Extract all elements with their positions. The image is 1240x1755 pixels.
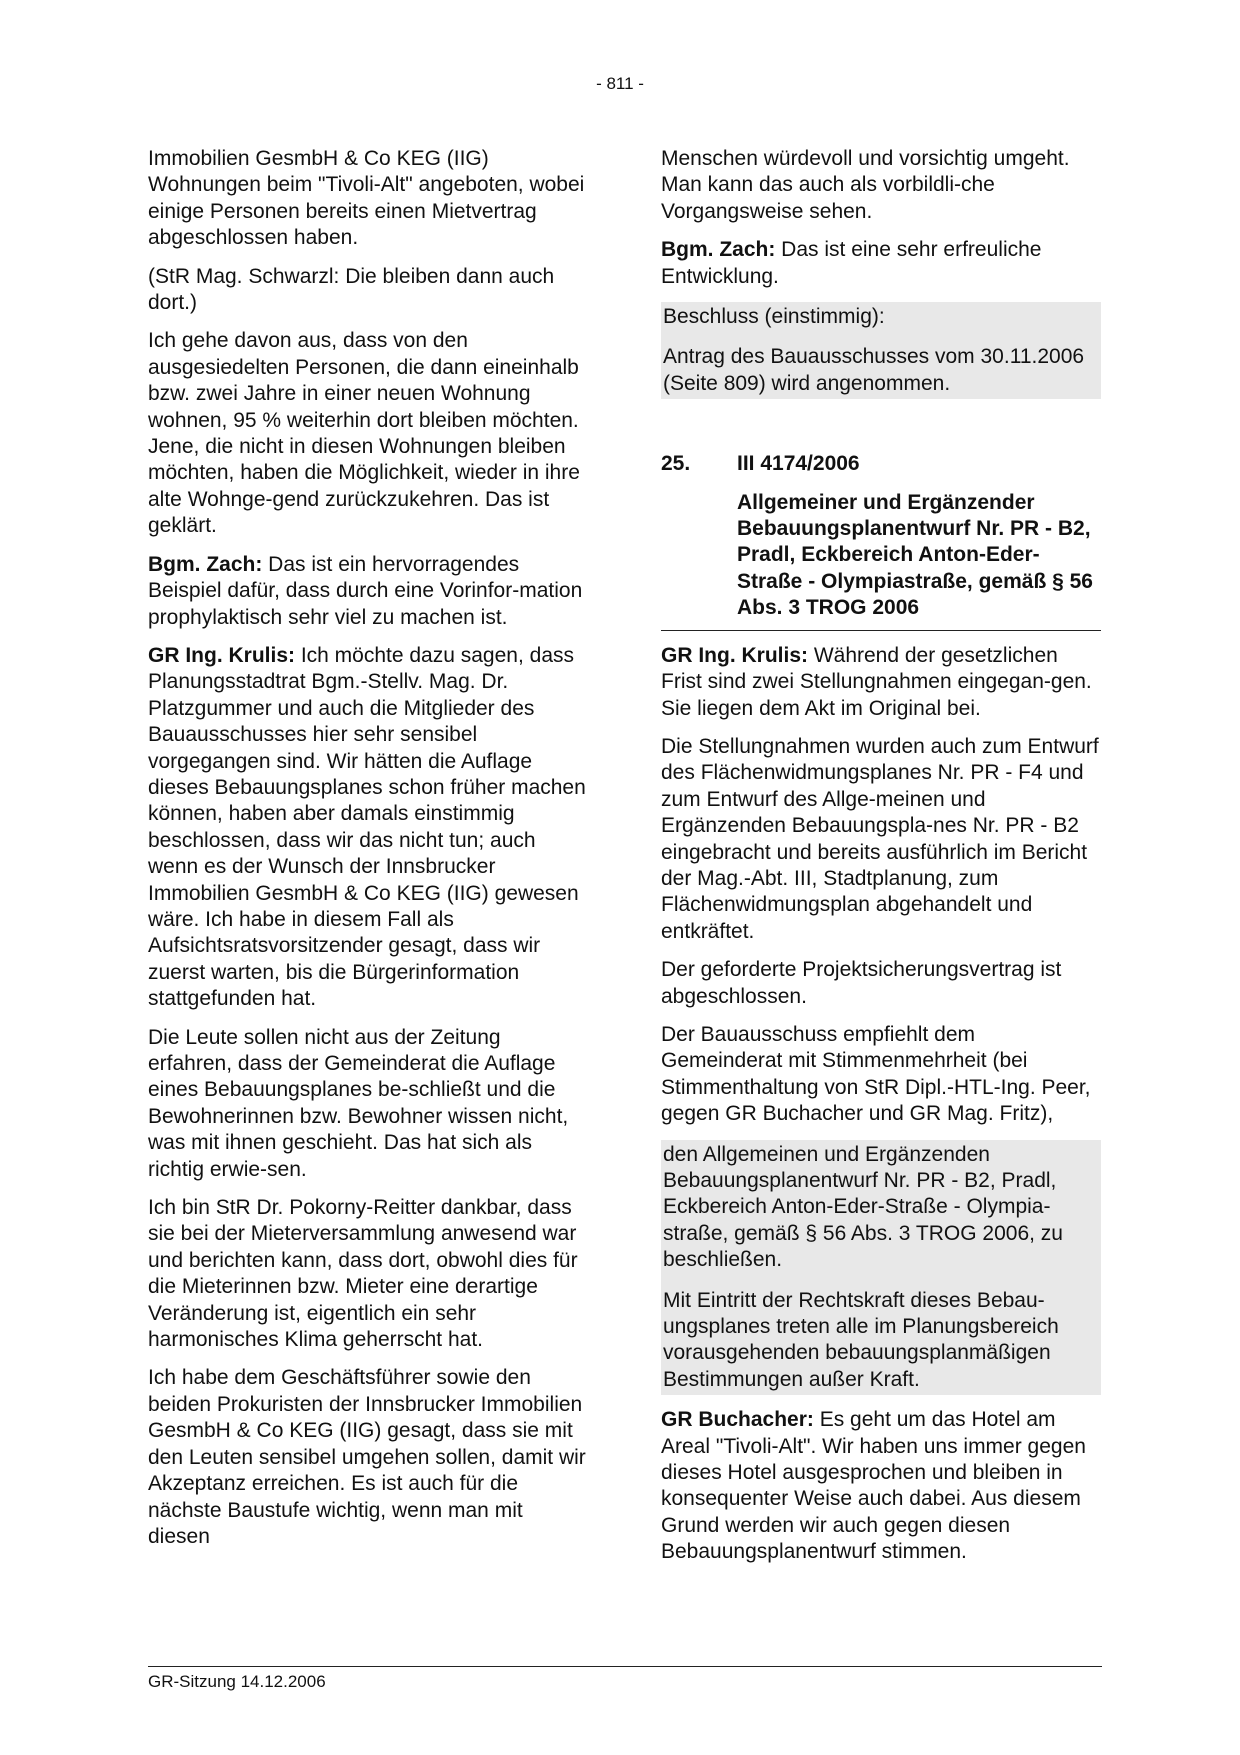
paragraph: GR Buchacher: Es geht um das Hotel am Areal "Tivoli-Alt". Wir haben uns immer gegen dieses Hotel ausgesprochen und bleiben in konsequenter Weise auch dabei. Aus diesem Grund werden wir auch gegen diesen Bebauungsplanentwurf stimmen. [661,1408,1086,1564]
agenda-title: Allgemeiner und Ergänzender Bebauungsplanentwurf Nr. PR - B2, Pradl, Eckbereich Anton-Eder-Straße - Olympiastraße, gemäß § 56 Abs. 3 TROG 2006 [737,490,1093,620]
resolution-text: Antrag des Bauausschusses vom 30.11.2006 (Seite 809) wird angenommen. [661,342,1101,399]
left-column [148,146,588,1562]
speaker-name: GR Buchacher: [661,1408,814,1432]
speaker-name: GR Ing. Krulis: [661,643,808,667]
paragraph: Die Stellungnahmen wurden auch zum Entwurf des Flächenwidmungsplanes Nr. PR - F4 und zum Entwurf des Allge-meinen und Ergänzenden Bebauungspla-nes Nr. PR - B2 eingebracht und bereits ausführlich im Bericht der Mag.-Abt. III, Stadtplanung, zum Flächenwidmungsplan abgehandelt und entkräftet. [661,734,1099,943]
right-column [661,146,1101,1578]
paragraph: Ich habe dem Geschäftsführer sowie den beiden Prokuristen der Innsbrucker Immobilien GesmbH & Co KEG (IIG) gesagt, dass sie mit den Leuten sensibel umgehen sollen, damit wir Akzeptanz erreichen. Es ist auch für die nächste Baustufe wichtig, wenn man mit diesen [148,1366,586,1548]
resolution-label: Beschluss (einstimmig): [661,302,1101,342]
page-number: - 811 - [596,74,644,93]
motion-text: den Allgemeinen und Ergänzenden Bebauungsplanentwurf Nr. PR - B2, Pradl, Eckbereich Anton-Eder-Straße - Olympia-straße, gemäß § 56 Abs. 3 TROG 2006, zu beschließen. [661,1140,1101,1286]
agenda-title-block [661,490,1101,631]
paragraph: Der Bauausschuss empfiehlt dem Gemeinderat mit Stimmenmehrheit (bei Stimmenthaltung von StR Dipl.-HTL-Ing. Peer, gegen GR Buchacher und GR Mag. Fritz), [661,1022,1091,1126]
footer-divider [148,1666,1102,1667]
paragraph: Ich bin StR Dr. Pokorny-Reitter dankbar, dass sie bei der Mieterversammlung anwesend war und berichten kann, dass dort, obwohl dies für die Mieterinnen bzw. Mieter eine derartige Veränderung ist, eigentlich ein sehr harmonisches Klima geherrscht hat. [148,1196,578,1352]
speaker-name: Bgm. Zach: [148,552,263,576]
paragraph: Die Leute sollen nicht aus der Zeitung erfahren, dass der Gemeinderat die Auflage eines Bebauungsplanes be-schließt und die Bewohnerinnen bzw. Bewohner wissen nicht, was mit ihnen geschieht. Das hat sich als richtig erwie-sen. [148,1025,569,1181]
paragraph: (StR Mag. Schwarzl: Die bleiben dann auch dort.) [148,264,555,315]
speaker-name: GR Ing. Krulis: [148,643,295,667]
paragraph: Immobilien GesmbH & Co KEG (IIG) Wohnungen beim "Tivoli-Alt" angeboten, wobei einige Personen bereits einen Mietvertrag abgeschlossen haben. [148,147,585,250]
paragraph: Ich gehe davon aus, dass von den ausgesiedelten Personen, die dann eineinhalb bzw. zwei Jahre in einer neuen Wohnung wohnen, 95 % weiterhin dort bleiben möchten. Jene, die nicht in diesen Wohnungen bleiben möchten, haben die Möglichkeit, wieder in ihre alte Wohnge-gend zurückzukehren. Das ist geklärt. [148,329,580,538]
agenda-reference: III 4174/2006 [737,452,860,476]
paragraph: Der geforderte Projektsicherungsvertrag ist abgeschlossen. [661,958,1062,1008]
speaker-name: Bgm. Zach: [661,238,776,262]
paragraph: Bgm. Zach: Das ist eine sehr erfreuliche Entwicklung. [661,238,1042,288]
paragraph: Menschen würdevoll und vorsichtig umgeht. Man kann das auch als vorbildli-che Vorgangsweise sehen. [661,147,1070,223]
footer-text: GR-Sitzung 14.12.2006 [148,1672,326,1691]
agenda-number: 25. [661,452,691,476]
paragraph: GR Ing. Krulis: Während der gesetzlichen Frist sind zwei Stellungnahmen eingegan-gen. Sie liegen dem Akt im Original bei. [661,643,1092,720]
paragraph: GR Ing. Krulis: Ich möchte dazu sagen, dass Planungsstadtrat Bgm.-Stellv. Mag. Dr. Platzgummer und auch die Mitglieder des Bauausschusses hier sehr sensibel vorgegangen sind. Wir hätten die Auflage dieses Bebauungsplanes schon früher machen können, haben aber damals einstimmig beschlossen, dass wir das nicht tun; auch wenn es der Wunsch der Innsbrucker Immobilien GesmbH & Co KEG (IIG) gewesen wäre. Ich habe in diesem Fall als Aufsichtsratsvorsitzender gesagt, dass wir zuerst warten, bis die Bürgerinformation stattgefunden hat. [148,643,586,1011]
motion-text: Mit Eintritt der Rechtskraft dieses Bebau-ungsplanes treten alle im Planungsbereich vorausgehenden bebauungsplanmäßigen Bestimmungen außer Kraft. [661,1286,1101,1396]
paragraph: Bgm. Zach: Das ist ein hervorragendes Beispiel dafür, dass durch eine Vorinfor-mation prophylaktisch sehr viel zu machen ist. [148,552,583,629]
agenda-item [661,451,1101,630]
agenda-header [661,451,1101,477]
